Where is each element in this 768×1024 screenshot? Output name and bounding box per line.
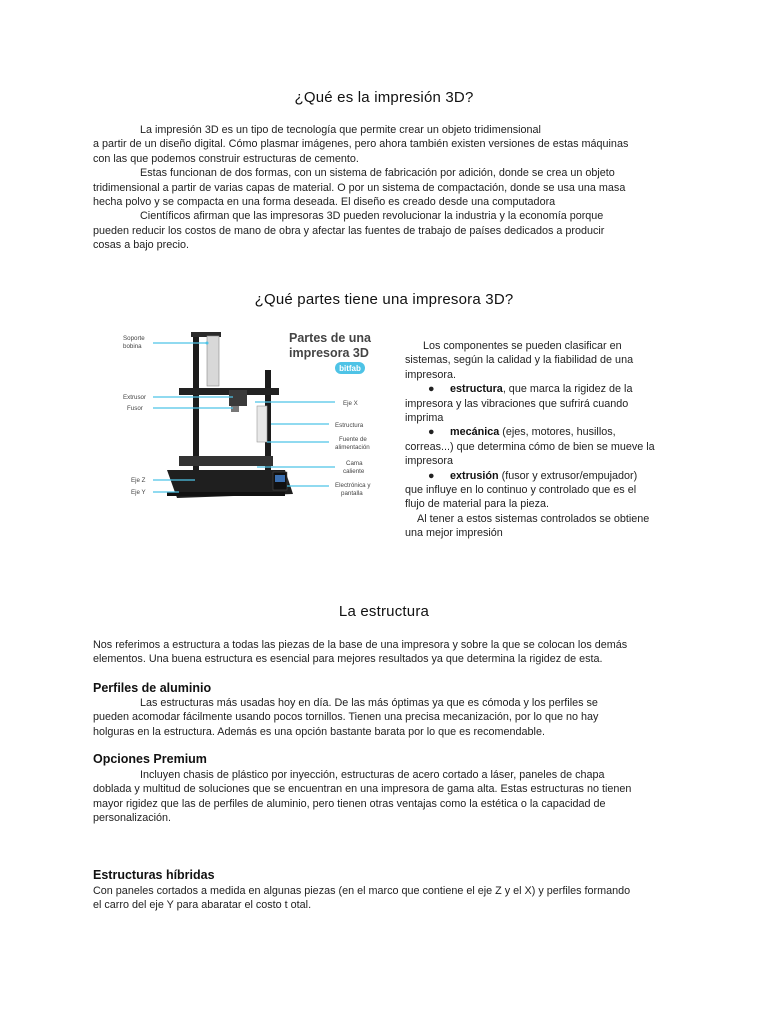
- text-line: elementos. Una buena estructura es esencial para mejores resultados ya que determina la rigidez de esta.: [93, 653, 603, 666]
- text-line: Las estructuras más usadas hoy en día. De las más óptimas ya que es cómoda y los perfiles se: [140, 697, 598, 709]
- section-title-estructura: La estructura: [338, 603, 430, 620]
- paragraph-opciones-premium: [93, 768, 631, 826]
- text-line: pueden acomodar fácilmente usando pocos tornillos. Tienen una precisa mecanización, por lo que no hay: [93, 711, 599, 724]
- text-line: pueden reducir los costos de mano de obra y afectar las fuentes de trabajo de países dedicados a producir: [93, 224, 605, 237]
- text-line: imprima: [405, 412, 444, 425]
- text-line: a partir de un diseño digital. Cómo plasmar imágenes, pero ahora también existen versiones de estas máquinas: [93, 138, 629, 151]
- spool-holder-plate: [207, 336, 219, 386]
- text-line: con las que podemos construir estructuras de cemento.: [93, 152, 359, 165]
- text-line: correas...) que determina cómo de bien se mueve la: [405, 440, 655, 453]
- text-line: La impresión 3D es un tipo de tecnología que permite crear un objeto tridimensional: [140, 124, 541, 136]
- text-line: personalización.: [93, 812, 172, 825]
- label-soporte: Soporte: [123, 335, 145, 342]
- components-text: [405, 339, 655, 541]
- label-electronica: Electrónica y: [335, 482, 371, 489]
- extruder-carriage: [229, 390, 247, 406]
- bullet-term: estructura: [450, 383, 503, 396]
- text-line: doblada y multitud de soluciones que se encuentran en una impresora de gama alta. Estas estructuras no tienen: [93, 783, 632, 796]
- label-alimentacion: alimentación: [335, 444, 370, 451]
- bullet-text: (ejes, motores, husillos,: [499, 426, 616, 439]
- label-caliente: caliente: [343, 468, 365, 475]
- section-title-partes: ¿Qué partes tiene una impresora 3D?: [254, 291, 514, 308]
- text-line: Al tener a estos sistemas controlados se obtiene: [417, 512, 650, 525]
- text-line: impresora y las vibraciones que sufrirá cuando: [405, 397, 629, 410]
- paragraph-perfiles-aluminio: [93, 696, 598, 739]
- bullet-text: (fusor y extrusor/empujador): [498, 469, 638, 482]
- printer-parts-figure: [107, 322, 397, 527]
- paragraph-definition: [93, 123, 628, 253]
- subheading-opciones-premium: Opciones Premium: [93, 752, 207, 766]
- hotend: [231, 406, 239, 412]
- subheading-perfiles-aluminio: Perfiles de aluminio: [93, 681, 212, 695]
- label-cama: Cama: [346, 460, 363, 467]
- label-eje-x: Eje X: [343, 400, 358, 407]
- label-eje-y: Eje Y: [131, 489, 146, 496]
- text-line: hecha polvo y se compacta en una forma deseada. El diseño es creado desde una computadora: [93, 196, 556, 209]
- bullet-term: mecánica: [450, 426, 500, 439]
- bullet-item-mecanica: [405, 425, 655, 439]
- text-line: una mejor impresión: [405, 527, 503, 540]
- bullet-icon: ●: [428, 469, 435, 482]
- diagram-title-line1: Partes de una: [289, 331, 371, 345]
- y-axis-rail: [167, 492, 285, 496]
- text-line: holguras en la estructura. Además es una opción bastante barata por lo que es recomendable.: [93, 725, 545, 738]
- bullet-term: extrusión: [450, 469, 499, 482]
- label-estructura: Estructura: [335, 422, 364, 429]
- text-line: tridimensional a partir de varias capas de material. O por un sistema de compactación, donde se usa una masa: [93, 181, 626, 194]
- paragraph-estructura-intro: [93, 638, 627, 667]
- text-line: mayor rigidez que las de perfiles de aluminio, pero tienen otras ventajas como la estética o la capacidad de: [93, 797, 606, 810]
- power-supply: [257, 406, 267, 442]
- text-line: el carro del eje Y para abaratar el costo t otal.: [93, 899, 312, 912]
- label-bobina: bobina: [123, 343, 142, 350]
- text-line: Nos referimos a estructura a todas las piezas de la base de una impresora y sobre la que se colocan los demás: [93, 639, 628, 651]
- bullet-item-estructura: [405, 382, 655, 396]
- text-line: impresora: [405, 455, 454, 468]
- paragraph-estructuras-hibridas: [93, 884, 630, 913]
- text-line: Estas funcionan de dos formas, con un sistema de fabricación por adición, donde se crea un objeto: [140, 167, 615, 180]
- section-title-impresion-3d: ¿Qué es la impresión 3D?: [294, 89, 474, 106]
- text-line: cosas a bajo precio.: [93, 239, 190, 252]
- diagram-title-line2: impresora 3D: [289, 346, 369, 360]
- label-fusor: Fusor: [127, 405, 143, 412]
- text-line: Con paneles cortados a medida en algunas piezas (en el marco que contiene el eje Z y el X) y perfiles formando: [93, 885, 631, 897]
- label-fuente: Fuente de: [339, 436, 367, 443]
- printer-parts-diagram: [107, 322, 397, 527]
- subheading-estructuras-hibridas: Estructuras híbridas: [93, 868, 215, 882]
- text-line: sistemas, según la calidad y la fiabilidad de una: [405, 354, 634, 367]
- text-line: flujo de material para la pieza.: [405, 498, 550, 511]
- text-line: Científicos afirman que las impresoras 3D pueden revolucionar la industria y la economía porque: [140, 210, 604, 223]
- text-line: que influye en lo continuo y controlado que es el: [405, 484, 637, 497]
- label-pantalla: pantalla: [341, 490, 363, 497]
- heated-bed: [179, 456, 273, 466]
- bullet-icon: ●: [428, 383, 435, 396]
- label-eje-z: Eje Z: [131, 477, 146, 484]
- bullet-item-extrusion: [405, 469, 655, 483]
- text-line: Los componentes se pueden clasificar en: [423, 340, 622, 352]
- callout-dot: [206, 342, 209, 345]
- bullet-icon: ●: [428, 426, 435, 439]
- text-line: impresora.: [405, 368, 457, 381]
- brand-logo-text: bitfab: [339, 364, 361, 373]
- bullet-text: , que marca la rigidez de la: [502, 383, 633, 396]
- label-extrusor: Extrusor: [123, 394, 147, 401]
- lcd-screen: [275, 475, 285, 482]
- text-line: Incluyen chasis de plástico por inyección, estructuras de acero cortado a láser, paneles de chapa: [140, 769, 605, 781]
